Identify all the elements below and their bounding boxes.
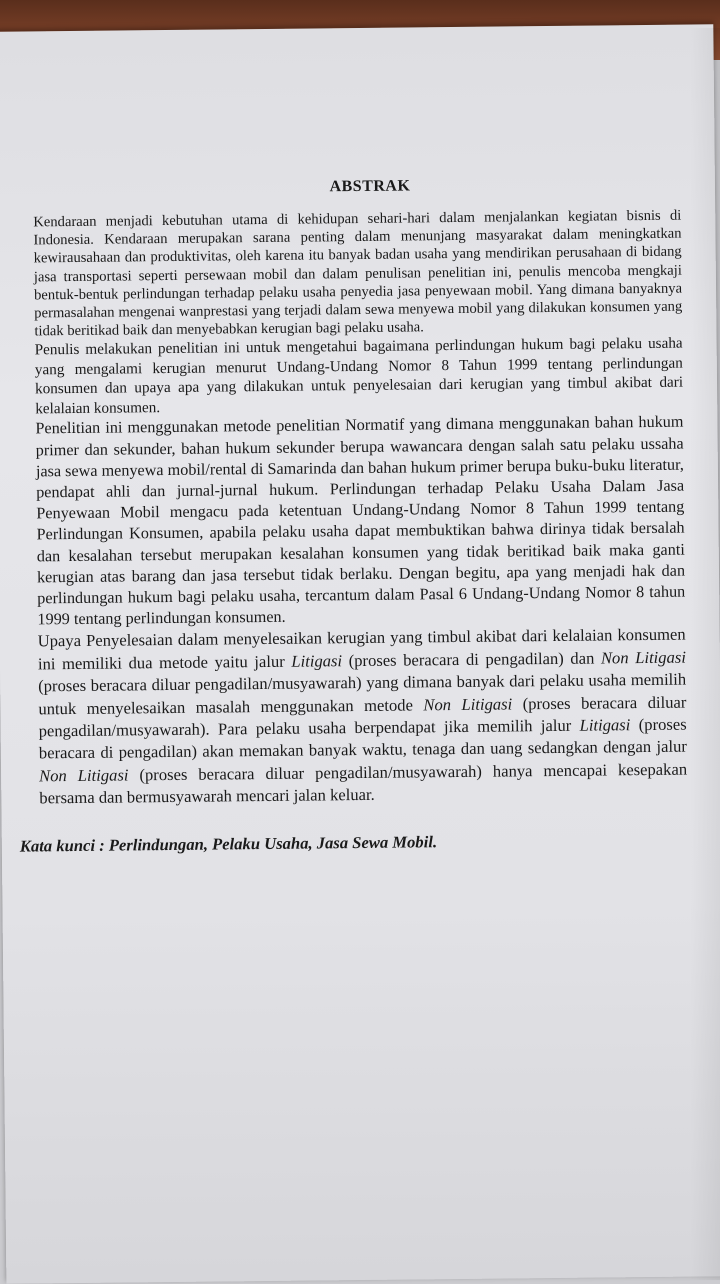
paragraph-4-text-2: (proses beracara di pengadilan) dan [341,648,602,671]
paragraph-4-term-non-litigasi-2: Non Litigasi [423,694,513,715]
paragraph-4-text-6: (proses beracara diluar pengadilan/musyawarah) hanya mencapai kesepakan bersama dan bermusyawarah mencari jalan keluar. [39,759,688,808]
keywords-line: Kata kunci : Perlindungan, Pelaku Usaha, Jasa Sewa Mobil. [19,831,438,856]
abstract-content [19,175,688,856]
paragraph-4-term-litigasi-2: Litigasi [579,715,631,735]
abstract-paragraph-1: Kendaraan menjadi kebutuhan utama di kehidupan sehari-hari dalam menjalankan kegiatan bisnis di Indonesia. Kendaraan merupakan sarana penting dalam menunjang masyarakat dalam meningkatkan kewirausahaan dan produktivitas, oleh karena itu banyak badan usaha yang mendirikan perusahaan di bidang jasa transportasi seperti persewaan mobil dan dalam penulisan penelitian ini, penulis mencoba mengkaji bentuk-bentuk perlindungan terhadap pelaku usaha penyedia jasa penyewaan mobil. Yang dimana banyaknya permasalahan mengenai wanprestasi yang terjadi dalam sewa menyewa mobil yang dilakukan konsumen yang tidak beritikad baik dan menyebabkan kerugian bagi pelaku usaha. [33,207,683,340]
abstract-title: ABSTRAK [329,177,411,196]
paragraph-4-text-4: (proses beracara diluar pengadilan/musyawarah). Para pelaku usaha berpendapat jika memilih jalur [38,692,687,741]
abstract-paragraph-3: Penelitian ini menggunakan metode penelitian Normatif yang dimana menggunakan bahan hukum primer dan sekunder, bahan hukum sekunder berupa wawancara dengan salah satu pelaku ussaha jasa sewa menyewa mobil/rental di Samarinda dan bahan hukum primer berupa buku-buku literatur, pendapat ahli dan jurnal-jurnal hukum. Perlindungan terhadap Pelaku Usaha Dalam Jasa Penyewaan Mobil mengacu pada ketentuan Undang-Undang Nomor 8 Tahun 1999 tentang Perlindungan Konsumen, apabila pelaku usaha dapat membuktikan bahwa dirinya tidak bersalah dan kesalahan tersebut merupakan kesalahan konsumen yang tidak beritikad baik maka ganti kerugian atas barang dan jasa tersebut tidak berlaku. Dengan begitu, apa yang menjadi hak dan perlindungan hukum bagi pelaku usaha, tercantum dalam Pasal 6 Undang-Undang Nomor 8 tahun 1999 tentang perlindungan konsumen. [35,413,686,629]
paragraph-4-text-1: Upaya Penyelesaian dalam menyelesaikan kerugian yang timbul akibat dari kelalaian konsumen ini memiliki dua metode yaitu jalur [37,625,686,674]
paragraph-4-term-non-litigasi: Non Litigasi [600,647,687,668]
paragraph-4-text-3: (proses beracara diluar pengadilan/musyawarah) yang dimana banyak dari pelaku usaha memilih untuk menyelesaikan masalah menggunakan metode [38,669,687,719]
paper-sheet [0,24,720,1283]
paragraph-4-term-non-litigasi-3: Non Litigasi [39,765,129,786]
abstract-paragraph-2: Penulis melakukan penelitian ini untuk mengetahui bagaimana perlindungan hukum bagi pelaku usaha yang mengalami kerugian menurut Undang-Undang Nomor 8 Tahun 1999 tentang perlindungan konsumen dan upaya apa yang dilakukan untuk penyelesaian dari kerugian yang timbul akibat dari kelalaian konsumen. [34,335,684,418]
paragraph-4-text-5: (proses beracara di pengadilan) akan memakan banyak waktu, tenaga dan uang sedangkan dengan jalur [38,714,687,763]
abstract-paragraph-4 [38,624,688,810]
paragraph-4-term-litigasi: Litigasi [291,651,343,671]
